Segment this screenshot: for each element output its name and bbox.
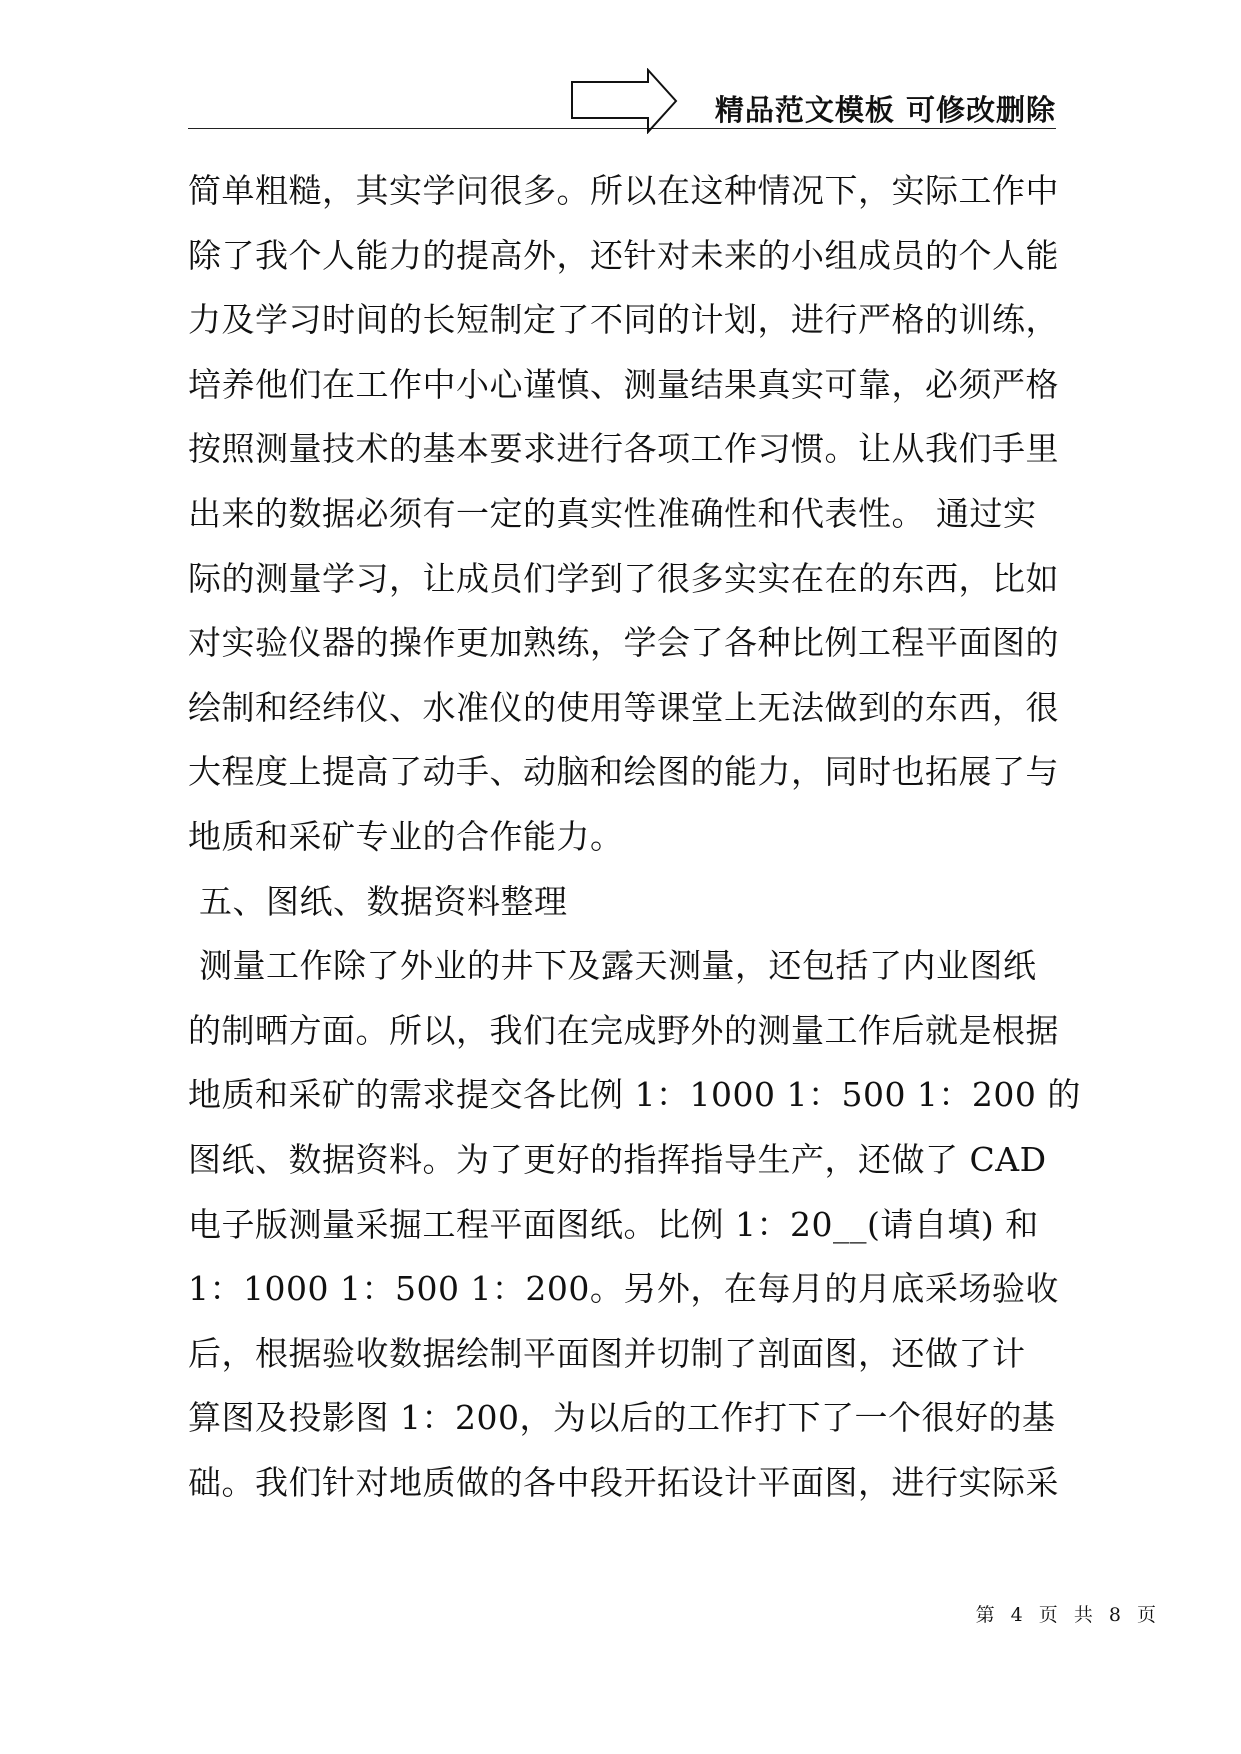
arrow-right-icon: [570, 68, 682, 134]
body-text: [188, 159, 1081, 1515]
text-line: 测量工作除了外业的井下及露天测量，还包括了内业图纸: [188, 946, 1037, 986]
text-line: 按照测量技术的基本要求进行各项工作习惯。让从我们手里: [188, 429, 1059, 469]
text-line: 出来的数据必须有一定的真实性准确性和代表性。 通过实: [188, 493, 1037, 533]
text-line: 1：1000 1：500 1：200。另外，在每月的月底采场验收: [188, 1269, 1059, 1309]
page-number: 第 4 页 共 8 页: [975, 1604, 1161, 1626]
text-line: 的制晒方面。所以，我们在完成野外的测量工作后就是根据: [188, 1010, 1059, 1050]
text-line: 础。我们针对地质做的各中段开拓设计平面图，进行实际采: [188, 1462, 1059, 1502]
text-line: 后，根据验收数据绘制平面图并切制了剖面图，还做了计: [188, 1333, 1026, 1373]
text-line: 力及学习时间的长短制定了不同的计划，进行严格的训练，: [188, 300, 1059, 340]
header-title: 精品范文模板 可修改删除: [714, 93, 1056, 127]
text-line: 地质和采矿的需求提交各比例 1：1000 1：500 1：200 的: [188, 1075, 1081, 1115]
text-line: 绘制和经纬仪、水准仪的使用等课堂上无法做到的东西，很: [188, 687, 1059, 727]
text-line: 电子版测量采掘工程平面图纸。比例 1：20__(请自填) 和: [188, 1204, 1039, 1244]
text-line: 际的测量学习，让成员们学到了很多实实在在的东西，比如: [188, 558, 1059, 598]
text-line: 培养他们在工作中小心谨慎、测量结果真实可靠，必须严格: [188, 364, 1059, 404]
text-line: 大程度上提高了动手、动脑和绘图的能力，同时也拓展了与: [188, 752, 1059, 792]
text-line: 简单粗糙，其实学问很多。所以在这种情况下，实际工作中: [188, 171, 1059, 210]
text-line: 地质和采矿专业的合作能力。: [188, 816, 624, 856]
text-line: 五、图纸、数据资料整理: [188, 881, 568, 921]
text-line: 对实验仪器的操作更加熟练，学会了各种比例工程平面图的: [188, 623, 1059, 663]
text-line: 图纸、数据资料。为了更好的指挥指导生产，还做了 CAD: [188, 1139, 1047, 1179]
text-line: 除了我个人能力的提高外，还针对未来的小组成员的个人能: [188, 235, 1059, 275]
text-line: 算图及投影图 1：200，为以后的工作打下了一个很好的基: [188, 1398, 1056, 1438]
